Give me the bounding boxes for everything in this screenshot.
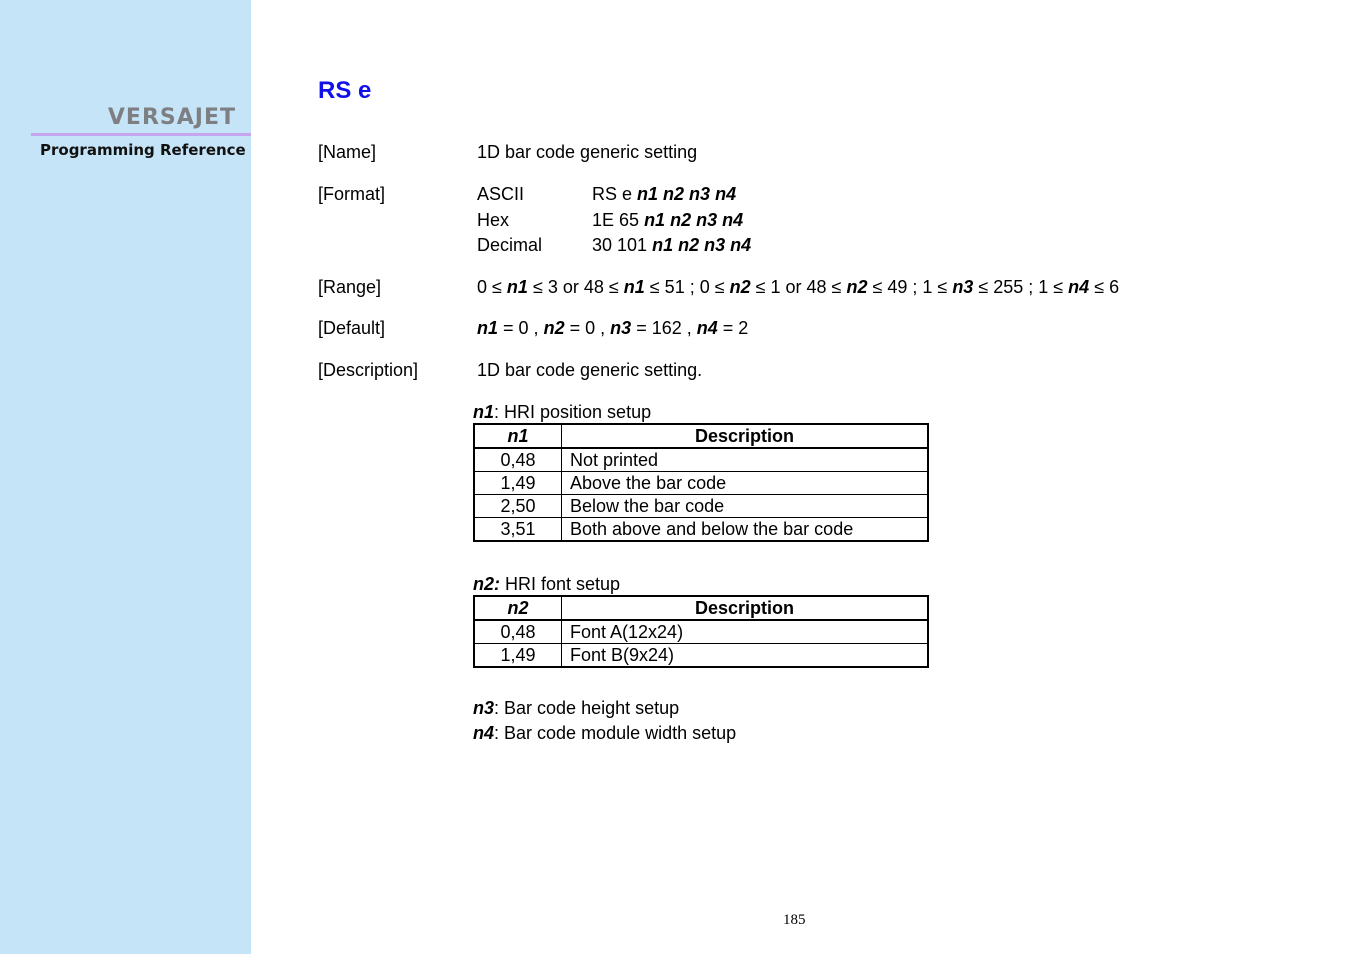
n1-table-header-description: Description xyxy=(562,424,929,448)
table-header-row xyxy=(474,596,928,620)
n2-caption: n2: HRI font setup xyxy=(473,574,621,594)
table-row xyxy=(474,495,928,518)
format-label: [Format] xyxy=(318,184,386,204)
n2-table xyxy=(473,595,929,668)
name-value: 1D bar code generic setting xyxy=(477,142,698,162)
description-value: 1D bar code generic setting. xyxy=(477,360,703,380)
sidebar xyxy=(0,0,251,954)
n1-table-header-key: n1 xyxy=(474,424,562,448)
name-label: [Name] xyxy=(318,142,377,162)
table-cell-description: Both above and below the bar code xyxy=(562,518,929,542)
default-label: [Default] xyxy=(318,318,386,338)
table-cell-key: 0,48 xyxy=(474,620,562,644)
description-label: [Description] xyxy=(318,360,419,380)
page-number: 185 xyxy=(783,912,806,928)
format-ascii-label: ASCII xyxy=(477,184,525,204)
brand-divider xyxy=(31,133,251,136)
range-value: 0 ≤ n1 ≤ 3 or 48 ≤ n1 ≤ 51 ; 0 ≤ n2 ≤ 1 or 48 ≤ n2 ≤ 49 ; 1 ≤ n3 ≤ 255 ; 1 ≤ n4 ≤ 6 xyxy=(477,277,1120,297)
table-cell-description: Below the bar code xyxy=(562,495,929,518)
table-cell-key: 1,49 xyxy=(474,644,562,668)
n2-table-header-description: Description xyxy=(562,596,929,620)
table-cell-key: 0,48 xyxy=(474,448,562,472)
table-cell-description: Above the bar code xyxy=(562,472,929,495)
table-row xyxy=(474,472,928,495)
page-title: RS e xyxy=(318,77,372,104)
format-hex-value: 1E 65 n1 n2 n3 n4 xyxy=(592,210,744,230)
n4-note: n4: Bar code module width setup xyxy=(473,723,737,743)
table-cell-key: 3,51 xyxy=(474,518,562,542)
table-row xyxy=(474,448,928,472)
page-content xyxy=(318,0,1351,954)
n2-table-header-key: n2 xyxy=(474,596,562,620)
n1-table xyxy=(473,423,929,542)
table-row xyxy=(474,644,928,668)
n3-note: n3: Bar code height setup xyxy=(473,698,680,718)
table-cell-description: Font B(9x24) xyxy=(562,644,929,668)
table-cell-key: 2,50 xyxy=(474,495,562,518)
section-subtitle: Programming Reference xyxy=(40,141,246,159)
brand-logo: VERSAJET xyxy=(107,105,236,130)
n1-caption: n1: HRI position setup xyxy=(473,402,652,422)
table-header-row xyxy=(474,424,928,448)
format-ascii-value: RS e n1 n2 n3 n4 xyxy=(592,184,737,204)
table-cell-description: Font A(12x24) xyxy=(562,620,929,644)
table-cell-description: Not printed xyxy=(562,448,929,472)
format-decimal-label: Decimal xyxy=(477,235,543,255)
table-cell-key: 1,49 xyxy=(474,472,562,495)
default-value: n1 = 0 , n2 = 0 , n3 = 162 , n4 = 2 xyxy=(477,318,749,338)
format-hex-label: Hex xyxy=(477,210,510,230)
table-row xyxy=(474,620,928,644)
format-decimal-value: 30 101 n1 n2 n3 n4 xyxy=(592,235,752,255)
range-label: [Range] xyxy=(318,277,382,297)
table-row xyxy=(474,518,928,542)
